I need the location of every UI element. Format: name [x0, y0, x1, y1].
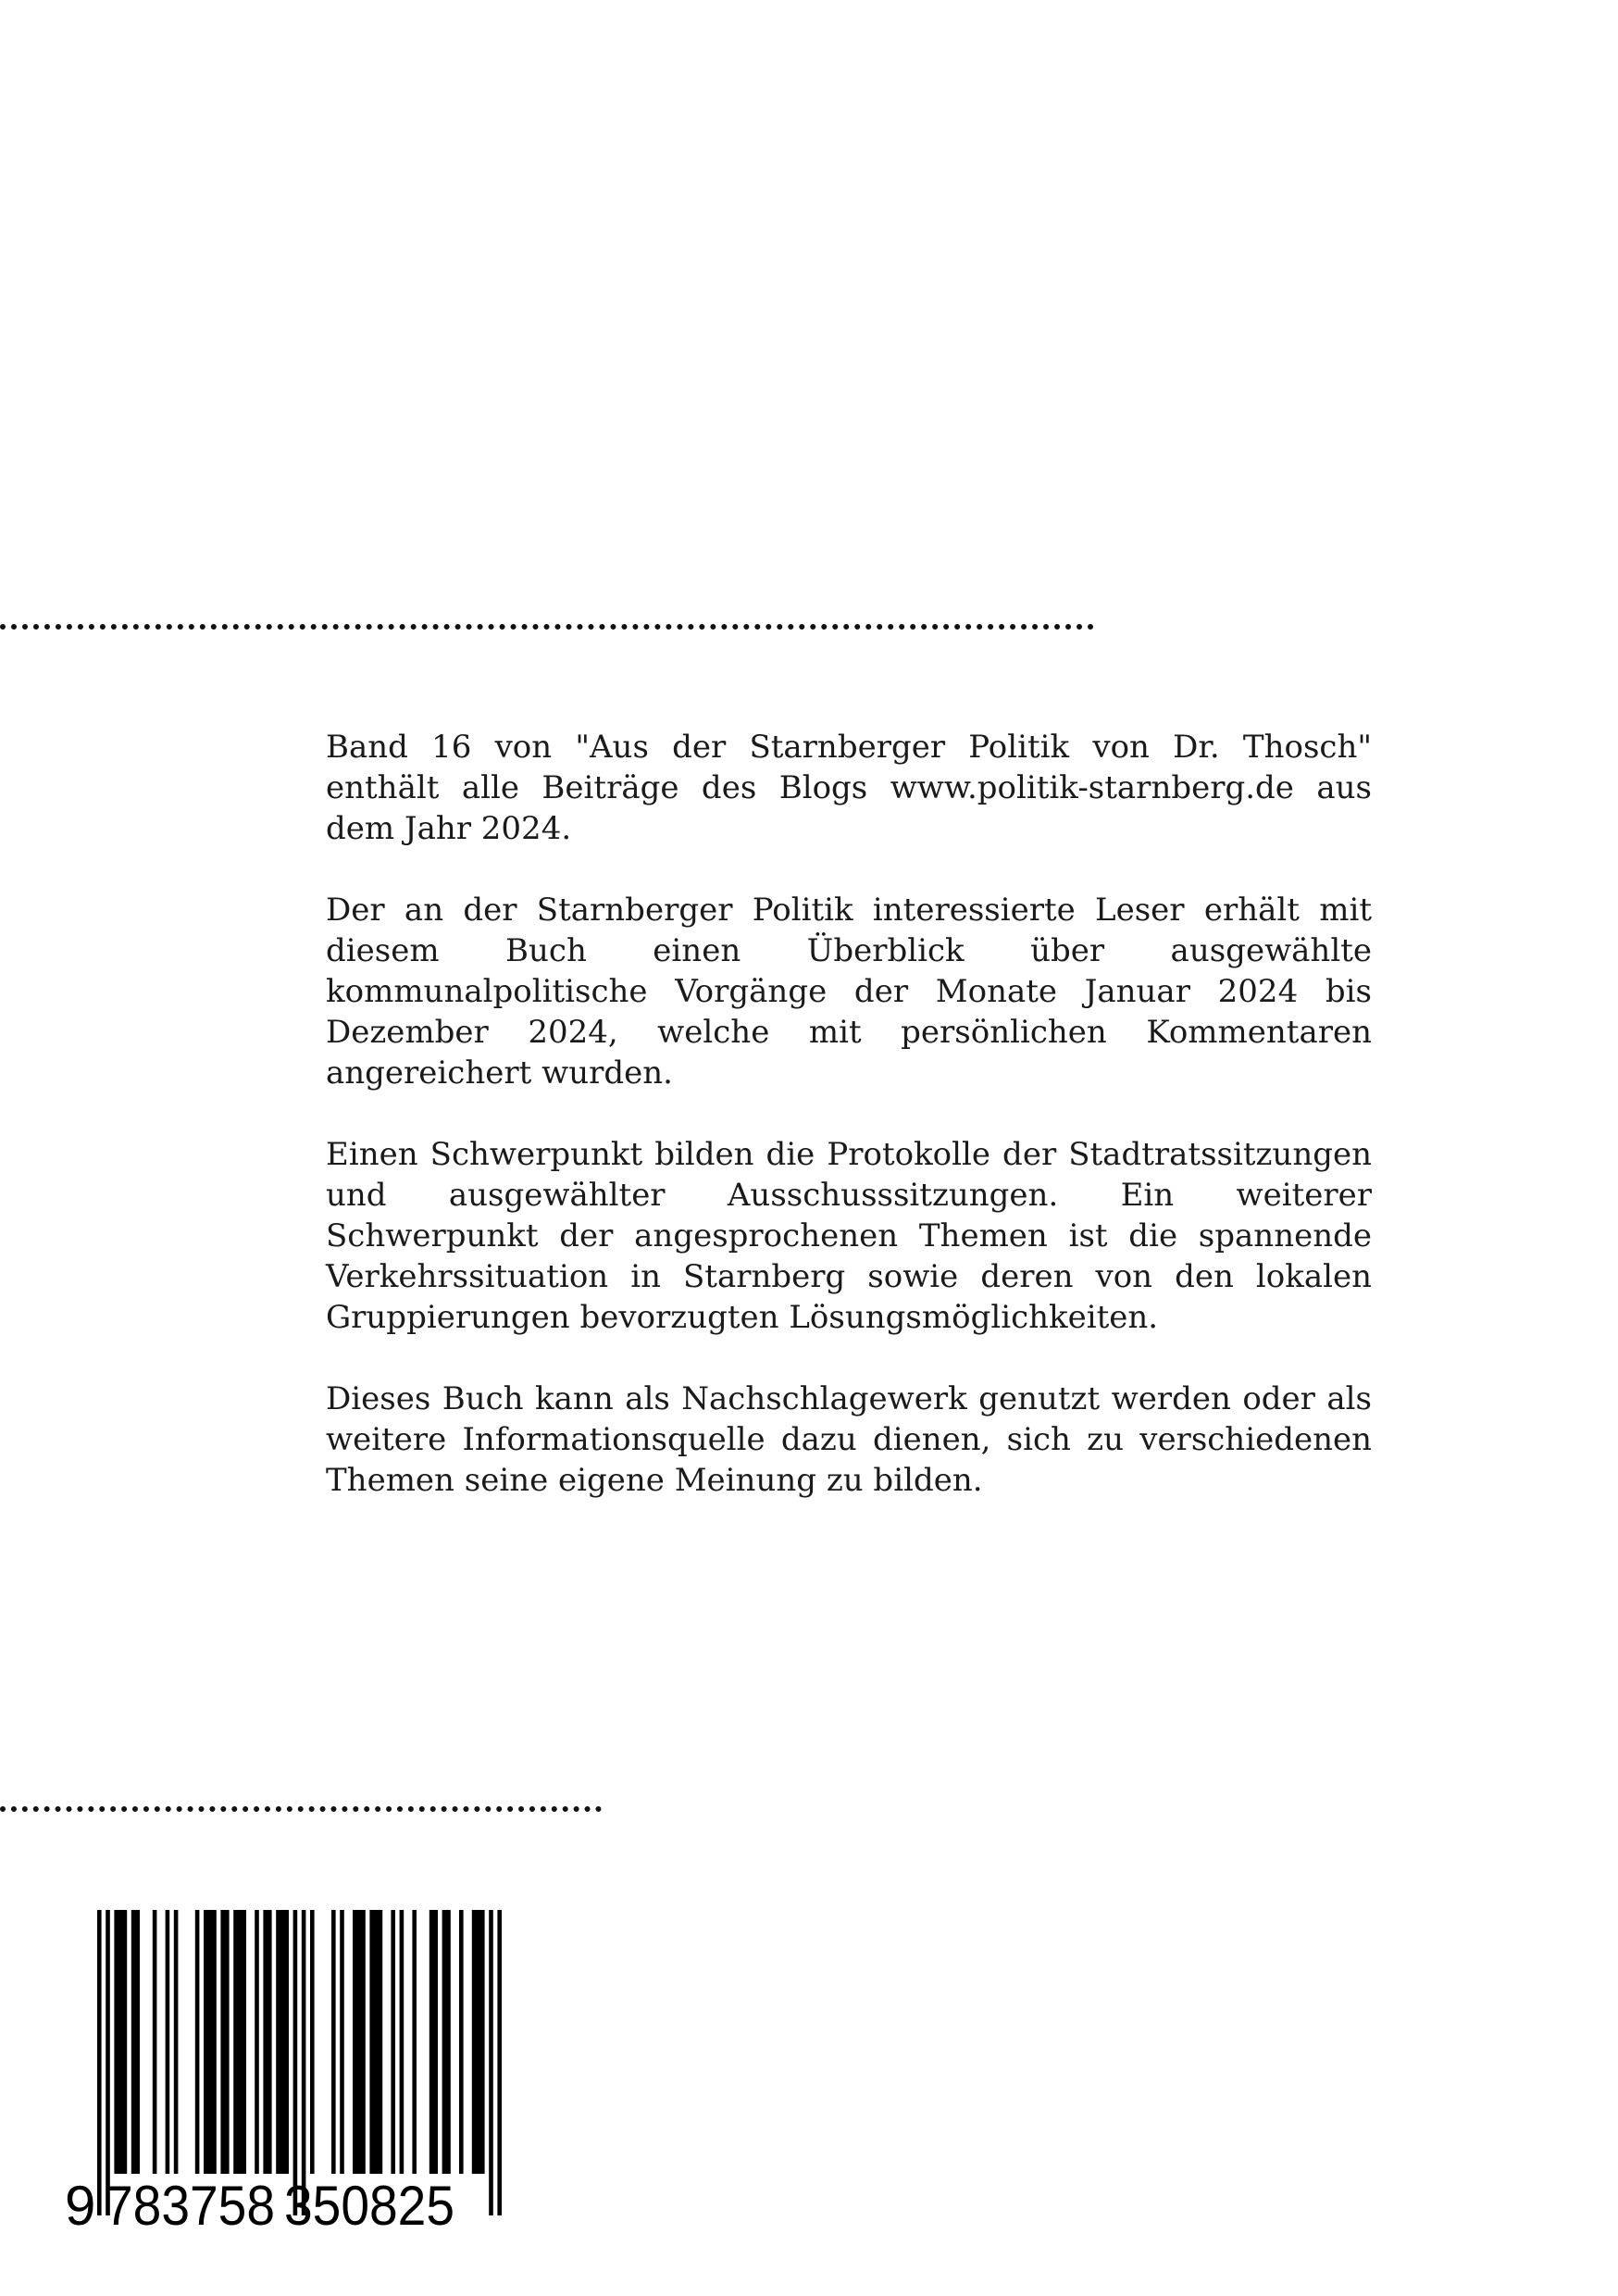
barcode-bars [97, 1910, 502, 2215]
barcode-right-digits: 350825 [284, 2175, 454, 2229]
barcode-left-digits: 783758 [105, 2175, 275, 2229]
blurb-paragraph: Der an der Starnberger Politik interessierte Leser erhält mit diesem Buch einen Überblick über ausgewählte kommunalpolitische Vorgänge der Monate Januar 2024 bis Dezember 2024, welche mit persönlichen Kommentaren angereichert wurden. [326, 892, 1372, 1092]
barcode-bar [412, 1910, 417, 2174]
barcode-bar [220, 1910, 229, 2174]
barcode-bar [331, 1910, 336, 2174]
blurb-paragraph: Band 16 von "Aus der Starnberger Politik von Dr. Thosch" enthält alle Beiträge des Blogs www.politik-starnberg.de aus dem Jahr 2024. [326, 729, 1372, 847]
barcode-bar [153, 1910, 157, 2174]
barcode-guard-bar [293, 1910, 298, 2215]
barcode-bar [459, 1910, 464, 2174]
blurb-paragraph: Dieses Buch kann als Nachschlagewerk genutzt werden oder als weitere Informationsquelle dazu dienen, sich zu verschiedenen Themen seine eigene Meinung zu bilden. [326, 1380, 1372, 1499]
barcode-bar [276, 1910, 289, 2174]
barcode-bar [114, 1910, 127, 2174]
barcode-guard-bar [497, 1910, 502, 2215]
barcode-bar [174, 1910, 179, 2174]
barcode-bar [400, 1910, 404, 2174]
barcode-bar [204, 1910, 217, 2174]
barcode-bar [353, 1910, 366, 2174]
barcode-bar [429, 1910, 438, 2174]
barcode-bar [340, 1910, 344, 2174]
dotted-divider-bottom [0, 1806, 602, 1812]
barcode-bar [166, 1910, 170, 2174]
barcode-bar [310, 1910, 315, 2174]
barcode-bar [263, 1910, 271, 2174]
barcode-bar [442, 1910, 451, 2174]
back-cover-blurb [326, 727, 1372, 1501]
barcode-leading-digit: 9 [65, 2175, 96, 2229]
barcode-bar [255, 1910, 259, 2174]
barcode-bar [472, 1910, 485, 2174]
barcode-guard-bar [106, 1910, 110, 2215]
barcode-guard-bar [489, 1910, 493, 2215]
barcode-bar [391, 1910, 395, 2174]
dotted-divider-top [0, 624, 1094, 630]
barcode-graphic [65, 1910, 509, 2229]
barcode-bar [131, 1910, 140, 2174]
barcode-bar [195, 1910, 200, 2174]
barcode-bar [233, 1910, 246, 2174]
barcode-bar [369, 1910, 382, 2174]
blurb-paragraph: Einen Schwerpunkt bilden die Protokolle der Stadtratssitzungen und ausgewählter Ausschusssitzungen. Ein weiterer Schwerpunkt der angesprochenen Themen ist die spannende Verkehrssituation in Starnberg sowie deren von den lokalen Gruppierungen bevorzugten Lösungsmöglichkeiten. [326, 1136, 1372, 1336]
isbn-barcode [65, 1910, 509, 2229]
barcode-guard-bar [97, 1910, 102, 2215]
barcode-guard-bar [302, 1910, 306, 2215]
